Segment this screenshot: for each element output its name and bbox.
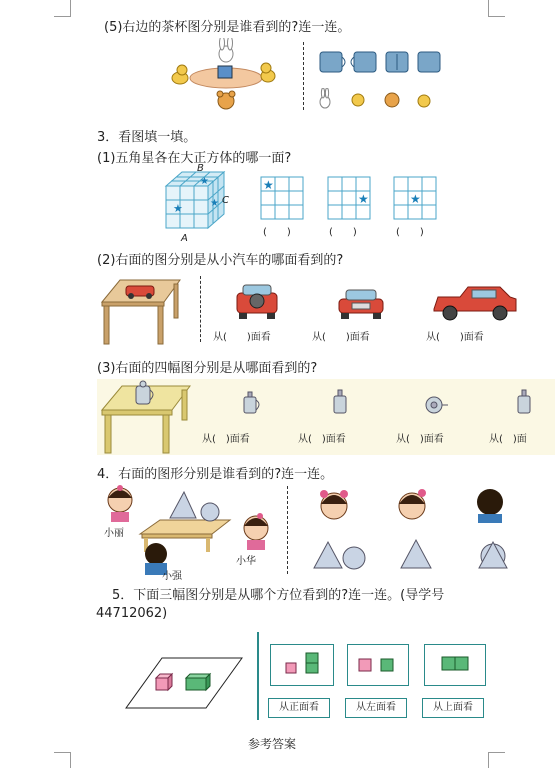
view-panel-3 xyxy=(424,644,486,686)
divider-line xyxy=(303,42,304,110)
divider-line xyxy=(287,486,288,574)
car-on-table xyxy=(100,274,182,346)
view-label-front: 从正面看 xyxy=(268,698,330,718)
divider-line xyxy=(257,632,259,720)
footer-answers: 参考答案 xyxy=(248,737,297,751)
cube-label-b: B xyxy=(197,163,204,174)
section-4-text: 4．右面的图形分别是谁看到的?连一连。 xyxy=(97,467,334,482)
name-xiaohua: 小华 xyxy=(236,556,256,567)
view-panel-1 xyxy=(270,644,334,686)
cube-label-a: A xyxy=(181,233,188,244)
answer-blank[interactable]: 从( )面看 xyxy=(312,332,370,343)
svg-text:★: ★ xyxy=(263,178,274,192)
kid-back-1 xyxy=(470,484,510,524)
shapes-view-2 xyxy=(399,536,433,570)
section-5-text: 5．下面三幅图分别是从哪个方位看到的?连一连。(导学号 xyxy=(112,588,445,603)
view-panel-2 xyxy=(347,644,409,686)
svg-text:★: ★ xyxy=(210,198,219,209)
kettle-view-1 xyxy=(240,389,264,417)
question-5-text: (5)右边的茶杯图分别是谁看到的?连一连。 xyxy=(104,20,351,35)
shapes-view-1 xyxy=(312,536,368,570)
answer-blank[interactable]: 从( )面看 xyxy=(202,434,250,445)
crop-mark xyxy=(488,752,505,768)
question-3-3-text: (3)右面的四幅图分别是从哪面看到的? xyxy=(97,361,318,376)
svg-text:★: ★ xyxy=(173,202,183,215)
face-view-3 xyxy=(393,176,437,220)
view-label-left: 从左面看 xyxy=(345,698,407,718)
shapes-view-3 xyxy=(476,536,510,570)
kettle-view-2 xyxy=(330,387,350,417)
section-5-text-cont: 44712062) xyxy=(96,606,168,621)
kettle-view-4 xyxy=(514,387,534,417)
crop-mark xyxy=(54,752,71,768)
blocks-on-plane xyxy=(124,654,244,712)
kettle-view-3 xyxy=(423,395,449,415)
kettle-on-table xyxy=(100,380,192,454)
cube-label-c: C xyxy=(222,195,229,206)
section-3-title: 3．看图填一填。 xyxy=(97,130,197,145)
svg-text:★: ★ xyxy=(200,176,209,187)
cup-views xyxy=(316,46,446,82)
name-xiaoli: 小丽 xyxy=(104,528,124,539)
question-3-2-text: (2)右面的图分别是从小汽车的哪面看到的? xyxy=(97,253,344,268)
divider-line xyxy=(200,276,201,342)
crop-mark xyxy=(488,0,505,17)
question-3-1-text: (1)五角星各在大正方体的哪一面? xyxy=(97,151,292,166)
answer-blank[interactable]: ( ) xyxy=(263,227,291,238)
answer-blank[interactable]: 从( )面看 xyxy=(213,332,271,343)
face-view-2 xyxy=(327,176,371,220)
svg-text:★: ★ xyxy=(358,192,369,206)
answer-blank[interactable]: 从( )面看 xyxy=(426,332,484,343)
view-label-top: 从上面看 xyxy=(422,698,484,718)
kid-face-1 xyxy=(314,484,354,524)
answer-blank[interactable]: ( ) xyxy=(396,227,424,238)
car-side-view xyxy=(430,283,520,323)
face-view-1 xyxy=(260,176,304,220)
kid-face-2 xyxy=(392,484,432,524)
name-xiaoqiang: 小强 xyxy=(162,571,182,582)
car-back-view xyxy=(233,283,281,321)
answer-blank[interactable]: 从( )面看 xyxy=(298,434,346,445)
car-front-view xyxy=(336,287,386,321)
svg-text:★: ★ xyxy=(410,192,421,206)
answer-blank[interactable]: 从( )面看 xyxy=(396,434,444,445)
crop-mark xyxy=(54,0,71,17)
answer-blank[interactable]: 从( )面 xyxy=(489,434,527,445)
answer-blank[interactable]: ( ) xyxy=(329,227,357,238)
tea-table-illustration xyxy=(168,38,278,110)
viewer-icons xyxy=(316,88,436,110)
